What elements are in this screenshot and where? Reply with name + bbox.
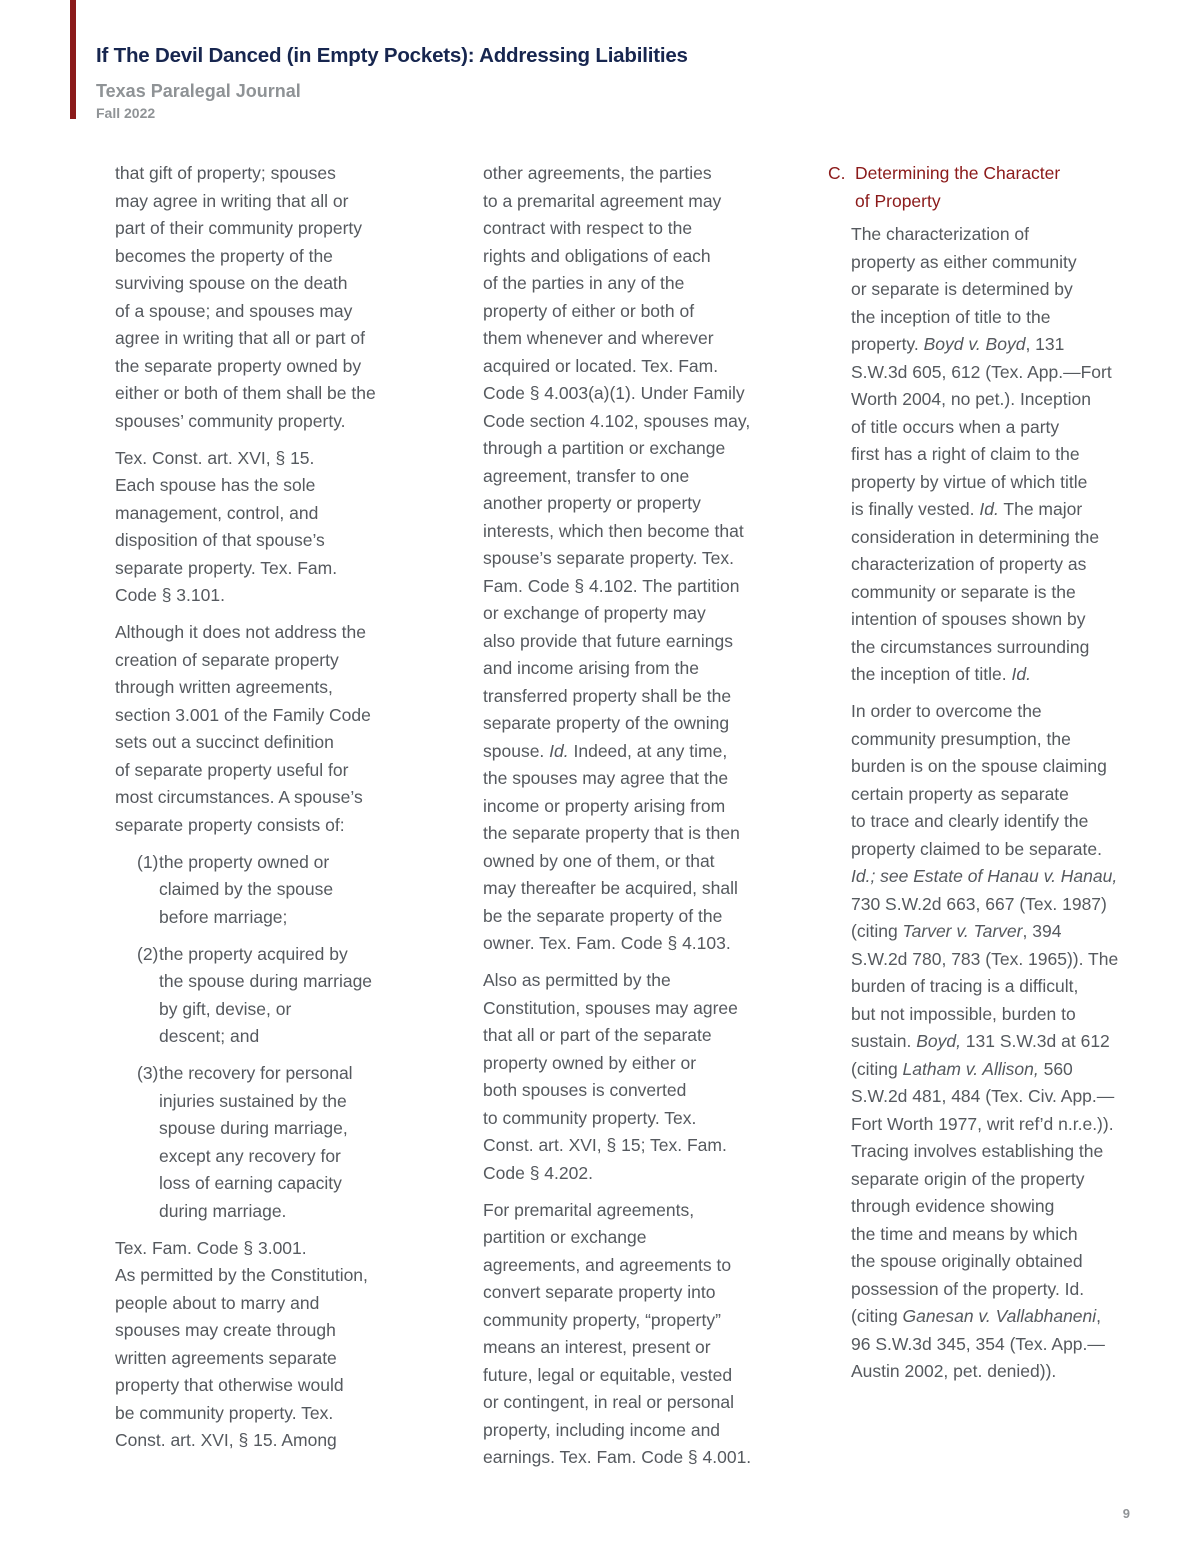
text-line: community property, “property” <box>483 1309 721 1330</box>
text-run: (citing <box>851 921 903 941</box>
text-line: Code § 4.003(a)(1). Under Family <box>483 383 745 403</box>
text-line: The characterization of <box>851 224 1030 244</box>
citation-italic: Latham v. Allison, <box>902 1058 1039 1079</box>
col1-paragraph-4 <box>115 1235 415 1455</box>
text-line: spouses’ community property. <box>115 410 346 431</box>
text-run: 560 <box>1038 1058 1073 1079</box>
text-line: sets out a succinct definition <box>115 732 334 752</box>
text-line: of title occurs when a party <box>851 416 1060 437</box>
text-line: interests, which then become that <box>483 520 744 541</box>
text-line: Fort Worth 1977, writ ref’d n.r.e.)). <box>851 1113 1114 1134</box>
text-line: separate property of the owning <box>483 713 730 733</box>
text-line: intention of spouses shown by <box>851 609 1086 629</box>
text-line: or separate is determined by <box>851 279 1073 299</box>
paragraph-lines <box>851 1083 1168 1303</box>
text-line <box>851 863 1168 891</box>
list-text <box>159 941 372 1051</box>
text-line: Although it does not address the <box>115 622 367 642</box>
text-line: claimed by the spouse <box>159 879 334 899</box>
text-line: As permitted by the Constitution, <box>115 1265 368 1285</box>
text-line: Const. art. XVI, § 15. Among <box>115 1430 337 1450</box>
text-line: Const. art. XVI, § 15; Tex. Fam. <box>483 1135 727 1155</box>
heading-line: Determining the Character <box>855 163 1061 183</box>
text-line: descent; and <box>159 1026 260 1046</box>
text-line: becomes the property of the <box>115 245 333 266</box>
text-line: Also as permitted by the <box>483 970 671 990</box>
paragraph-lines <box>851 524 1168 662</box>
text-line: 730 S.W.2d 663, 667 (Tex. 1987) <box>851 893 1107 914</box>
text-line: to community property. Tex. <box>483 1107 697 1128</box>
col2-paragraph-1 <box>483 160 783 958</box>
text-line: agreement, transfer to one <box>483 465 690 486</box>
paragraph-lines <box>851 946 1168 1029</box>
text-line: Austin 2002, pet. denied)). <box>851 1361 1057 1381</box>
column-2 <box>483 160 783 1481</box>
text-line <box>851 1028 1168 1056</box>
text-line: but not impossible, burden to <box>851 1003 1076 1024</box>
paragraph-lines <box>483 160 783 738</box>
text-line: community or separate is the <box>851 581 1076 602</box>
citation-italic: Tarver v. Tarver <box>902 921 1023 941</box>
text-line: spouse during marriage, <box>159 1118 348 1138</box>
text-line: property by virtue of which title <box>851 471 1088 492</box>
text-line: to a premarital agreement may <box>483 190 722 211</box>
text-line: S.W.3d 605, 612 (Tex. App.—Fort <box>851 361 1112 382</box>
text-line: transferred property shall be the <box>483 685 732 706</box>
text-line: of a spouse; and spouses may <box>115 300 353 321</box>
text-line: the spouse during marriage <box>159 971 373 991</box>
list-text <box>159 1060 353 1225</box>
text-line: convert separate property into <box>483 1282 716 1302</box>
text-line: property that otherwise would <box>115 1375 344 1395</box>
text-line: consideration in determining the <box>851 526 1100 547</box>
text-line: that gift of property; spouses <box>115 163 336 183</box>
col1-paragraph-2 <box>115 445 415 610</box>
text-line: partition or exchange <box>483 1227 647 1247</box>
text-line: first has a right of claim to the <box>851 444 1080 464</box>
text-line: income or property arising from <box>483 795 726 816</box>
text-line: may thereafter be acquired, shall <box>483 878 738 898</box>
text-line: 96 S.W.3d 345, 354 (Tex. App.— <box>851 1333 1105 1354</box>
text-line: the inception of title to the <box>851 306 1051 327</box>
text-line: contract with respect to the <box>483 218 693 238</box>
text-line: creation of separate property <box>115 649 339 670</box>
text-line: may agree in writing that all or <box>115 190 349 211</box>
text-line: during marriage. <box>159 1200 287 1221</box>
citation-italic: Ganesan v. Vallabhaneni <box>902 1306 1097 1326</box>
text-line: agreements, and agreements to <box>483 1254 732 1275</box>
text-line: written agreements separate <box>115 1347 337 1368</box>
citation-italic: Id. <box>549 740 569 761</box>
text-line: characterization of property as <box>851 554 1087 574</box>
text-line: to trace and clearly identify the <box>851 811 1089 831</box>
text-line: the separate property owned by <box>115 355 362 376</box>
text-line: through evidence showing <box>851 1196 1055 1216</box>
text-line: of separate property useful for <box>115 759 349 780</box>
list-item <box>115 1060 415 1225</box>
text-line: other agreements, the parties <box>483 163 712 183</box>
text-line: the circumstances surrounding <box>851 636 1090 657</box>
text-line: surviving spouse on the death <box>115 273 348 293</box>
list-text <box>159 849 333 932</box>
text-line: In order to overcome the <box>851 701 1042 721</box>
article-title: If The Devil Danced (in Empty Pockets): Addressing Liabilities <box>96 44 688 67</box>
text-line: Code section 4.102, spouses may, <box>483 410 751 431</box>
heading-text <box>855 160 1060 215</box>
paragraph-lines <box>851 359 1168 497</box>
text-line: both spouses is converted <box>483 1080 687 1100</box>
text-line: the spouse originally obtained <box>851 1251 1083 1271</box>
text-line <box>483 738 783 766</box>
text-line: through a partition or exchange <box>483 438 726 458</box>
column-3 <box>828 160 1168 1395</box>
list-number: (2) <box>137 943 159 964</box>
text-line: burden of tracing is a difficult, <box>851 976 1079 996</box>
journal-name: Texas Paralegal Journal <box>96 81 301 101</box>
text-line: either or both of them shall be the <box>115 383 376 403</box>
text-line <box>851 661 1168 689</box>
paragraph-lines <box>851 698 1168 863</box>
text-line: disposition of that spouse’s <box>115 530 325 550</box>
paragraph-lines <box>483 765 783 958</box>
list-number: (3) <box>137 1063 159 1083</box>
text-line: separate property consists of: <box>115 814 345 835</box>
text-line: another property or property <box>483 493 701 513</box>
col3-paragraph-1 <box>828 221 1168 689</box>
text-line <box>851 918 1168 946</box>
text-line: Tex. Fam. Code § 3.001. <box>115 1237 307 1258</box>
text-run: , <box>1096 1306 1102 1326</box>
text-line: people about to marry and <box>115 1292 320 1313</box>
text-line: S.W.2d 780, 783 (Tex. 1965)). The <box>851 948 1119 969</box>
text-run: (citing <box>851 1306 903 1326</box>
text-line <box>851 331 1168 359</box>
text-line: the recovery for personal <box>159 1063 353 1083</box>
text-line: certain property as separate <box>851 783 1069 804</box>
text-line: before marriage; <box>159 906 288 927</box>
text-line: Code § 3.101. <box>115 585 225 605</box>
text-line: them whenever and wherever <box>483 328 714 348</box>
col2-paragraph-2 <box>483 967 783 1187</box>
text-run: property. <box>851 334 924 354</box>
text-line: property claimed to be separate. <box>851 838 1102 859</box>
text-line: loss of earning capacity <box>159 1173 342 1193</box>
section-heading <box>828 160 1168 215</box>
text-line: Tracing involves establishing the <box>851 1141 1104 1161</box>
paragraph-lines <box>851 221 1168 331</box>
text-line: Worth 2004, no pet.). Inception <box>851 389 1091 409</box>
citation-italic: Id. <box>1011 664 1031 684</box>
column-1 <box>115 160 415 1464</box>
text-line: separate property. Tex. Fam. <box>115 557 338 578</box>
text-line: separate origin of the property <box>851 1168 1085 1189</box>
text-line: the property owned or <box>159 851 330 872</box>
paragraph-lines <box>851 1331 1168 1386</box>
text-run: sustain. <box>851 1031 917 1051</box>
list-number: (1) <box>137 851 159 872</box>
text-run: spouse. <box>483 740 550 761</box>
heading-letter: C. <box>828 163 846 183</box>
text-line: be community property. Tex. <box>115 1402 334 1423</box>
text-line: Constitution, spouses may agree <box>483 997 738 1018</box>
text-line: except any recovery for <box>159 1145 341 1166</box>
text-line: and income arising from the <box>483 658 699 678</box>
text-line: through written agreements, <box>115 677 333 697</box>
text-run: the inception of title. <box>851 664 1012 684</box>
text-run: 131 S.W.3d at 612 <box>960 1031 1110 1051</box>
text-line: that all or part of the separate <box>483 1025 712 1045</box>
text-line: by gift, devise, or <box>159 998 292 1019</box>
text-line: the property acquired by <box>159 943 348 964</box>
text-line: Fam. Code § 4.102. The partition <box>483 575 740 596</box>
text-line: property owned by either or <box>483 1052 697 1073</box>
text-line: means an interest, present or <box>483 1337 711 1357</box>
text-line: or exchange of property may <box>483 603 706 623</box>
text-line: property, including income and <box>483 1419 721 1440</box>
text-line: earnings. Tex. Fam. Code § 4.001. <box>483 1447 752 1467</box>
text-line: the spouses may agree that the <box>483 768 729 788</box>
text-line <box>851 1056 1168 1084</box>
text-line: property of either or both of <box>483 300 695 321</box>
citation-italic: Boyd, <box>916 1031 961 1051</box>
text-line: For premarital agreements, <box>483 1199 695 1220</box>
text-line: Each spouse has the sole <box>115 475 316 495</box>
text-line: property as either community <box>851 251 1077 272</box>
text-line <box>851 1303 1168 1331</box>
text-run: The major <box>998 499 1083 519</box>
text-line: agree in writing that all or part of <box>115 328 365 348</box>
text-line: be the separate property of the <box>483 905 723 926</box>
heading-line: of Property <box>855 190 941 211</box>
text-line: rights and obligations of each <box>483 245 711 266</box>
text-line: S.W.2d 481, 484 (Tex. Civ. App.— <box>851 1086 1115 1106</box>
text-line <box>851 496 1168 524</box>
text-line: future, legal or equitable, vested <box>483 1364 733 1385</box>
text-line: Code § 4.202. <box>483 1162 593 1183</box>
text-line: part of their community property <box>115 218 363 238</box>
text-line: or contingent, in real or personal <box>483 1392 734 1412</box>
text-line: possession of the property. Id. <box>851 1278 1085 1299</box>
text-run: , 131 <box>1025 334 1065 354</box>
accent-bar <box>70 0 76 119</box>
separate-property-list <box>115 849 415 1226</box>
citation-italic: Id. <box>979 499 999 519</box>
text-line: section 3.001 of the Family Code <box>115 704 371 725</box>
text-line: owner. Tex. Fam. Code § 4.103. <box>483 933 731 953</box>
text-line: spouse’s separate property. Tex. <box>483 548 734 568</box>
col2-paragraph-3 <box>483 1197 783 1472</box>
text-run: Indeed, at any time, <box>568 740 728 761</box>
text-line: of the parties in any of the <box>483 273 685 293</box>
text-line: injuries sustained by the <box>159 1090 347 1111</box>
col1-paragraph-1 <box>115 160 415 435</box>
text-line: also provide that future earnings <box>483 630 734 651</box>
page-number: 9 <box>1122 1506 1130 1521</box>
text-line: the separate property that is then <box>483 823 740 843</box>
issue-season: Fall 2022 <box>96 105 156 121</box>
citation-italic: Boyd v. Boyd <box>923 334 1026 354</box>
col1-paragraph-3 <box>115 619 415 839</box>
text-line: owned by one of them, or that <box>483 850 715 871</box>
text-run: , 394 <box>1022 921 1062 941</box>
text-run: (citing <box>851 1058 903 1079</box>
list-item <box>115 849 415 932</box>
text-line: burden is on the spouse claiming <box>851 756 1107 776</box>
text-line: most circumstances. A spouse’s <box>115 787 363 807</box>
col3-paragraph-2 <box>828 698 1168 1386</box>
text-line: the time and means by which <box>851 1223 1078 1244</box>
text-line: spouses may create through <box>115 1320 336 1340</box>
text-line: management, control, and <box>115 502 319 523</box>
text-run: is finally vested. <box>851 499 980 519</box>
list-item <box>115 941 415 1051</box>
text-line: Tex. Const. art. XVI, § 15. <box>115 447 315 468</box>
text-line: acquired or located. Tex. Fam. <box>483 355 719 376</box>
citation-italic: Id.; see Estate of Hanau v. Hanau, <box>851 866 1118 886</box>
text-line: community presumption, the <box>851 728 1071 749</box>
